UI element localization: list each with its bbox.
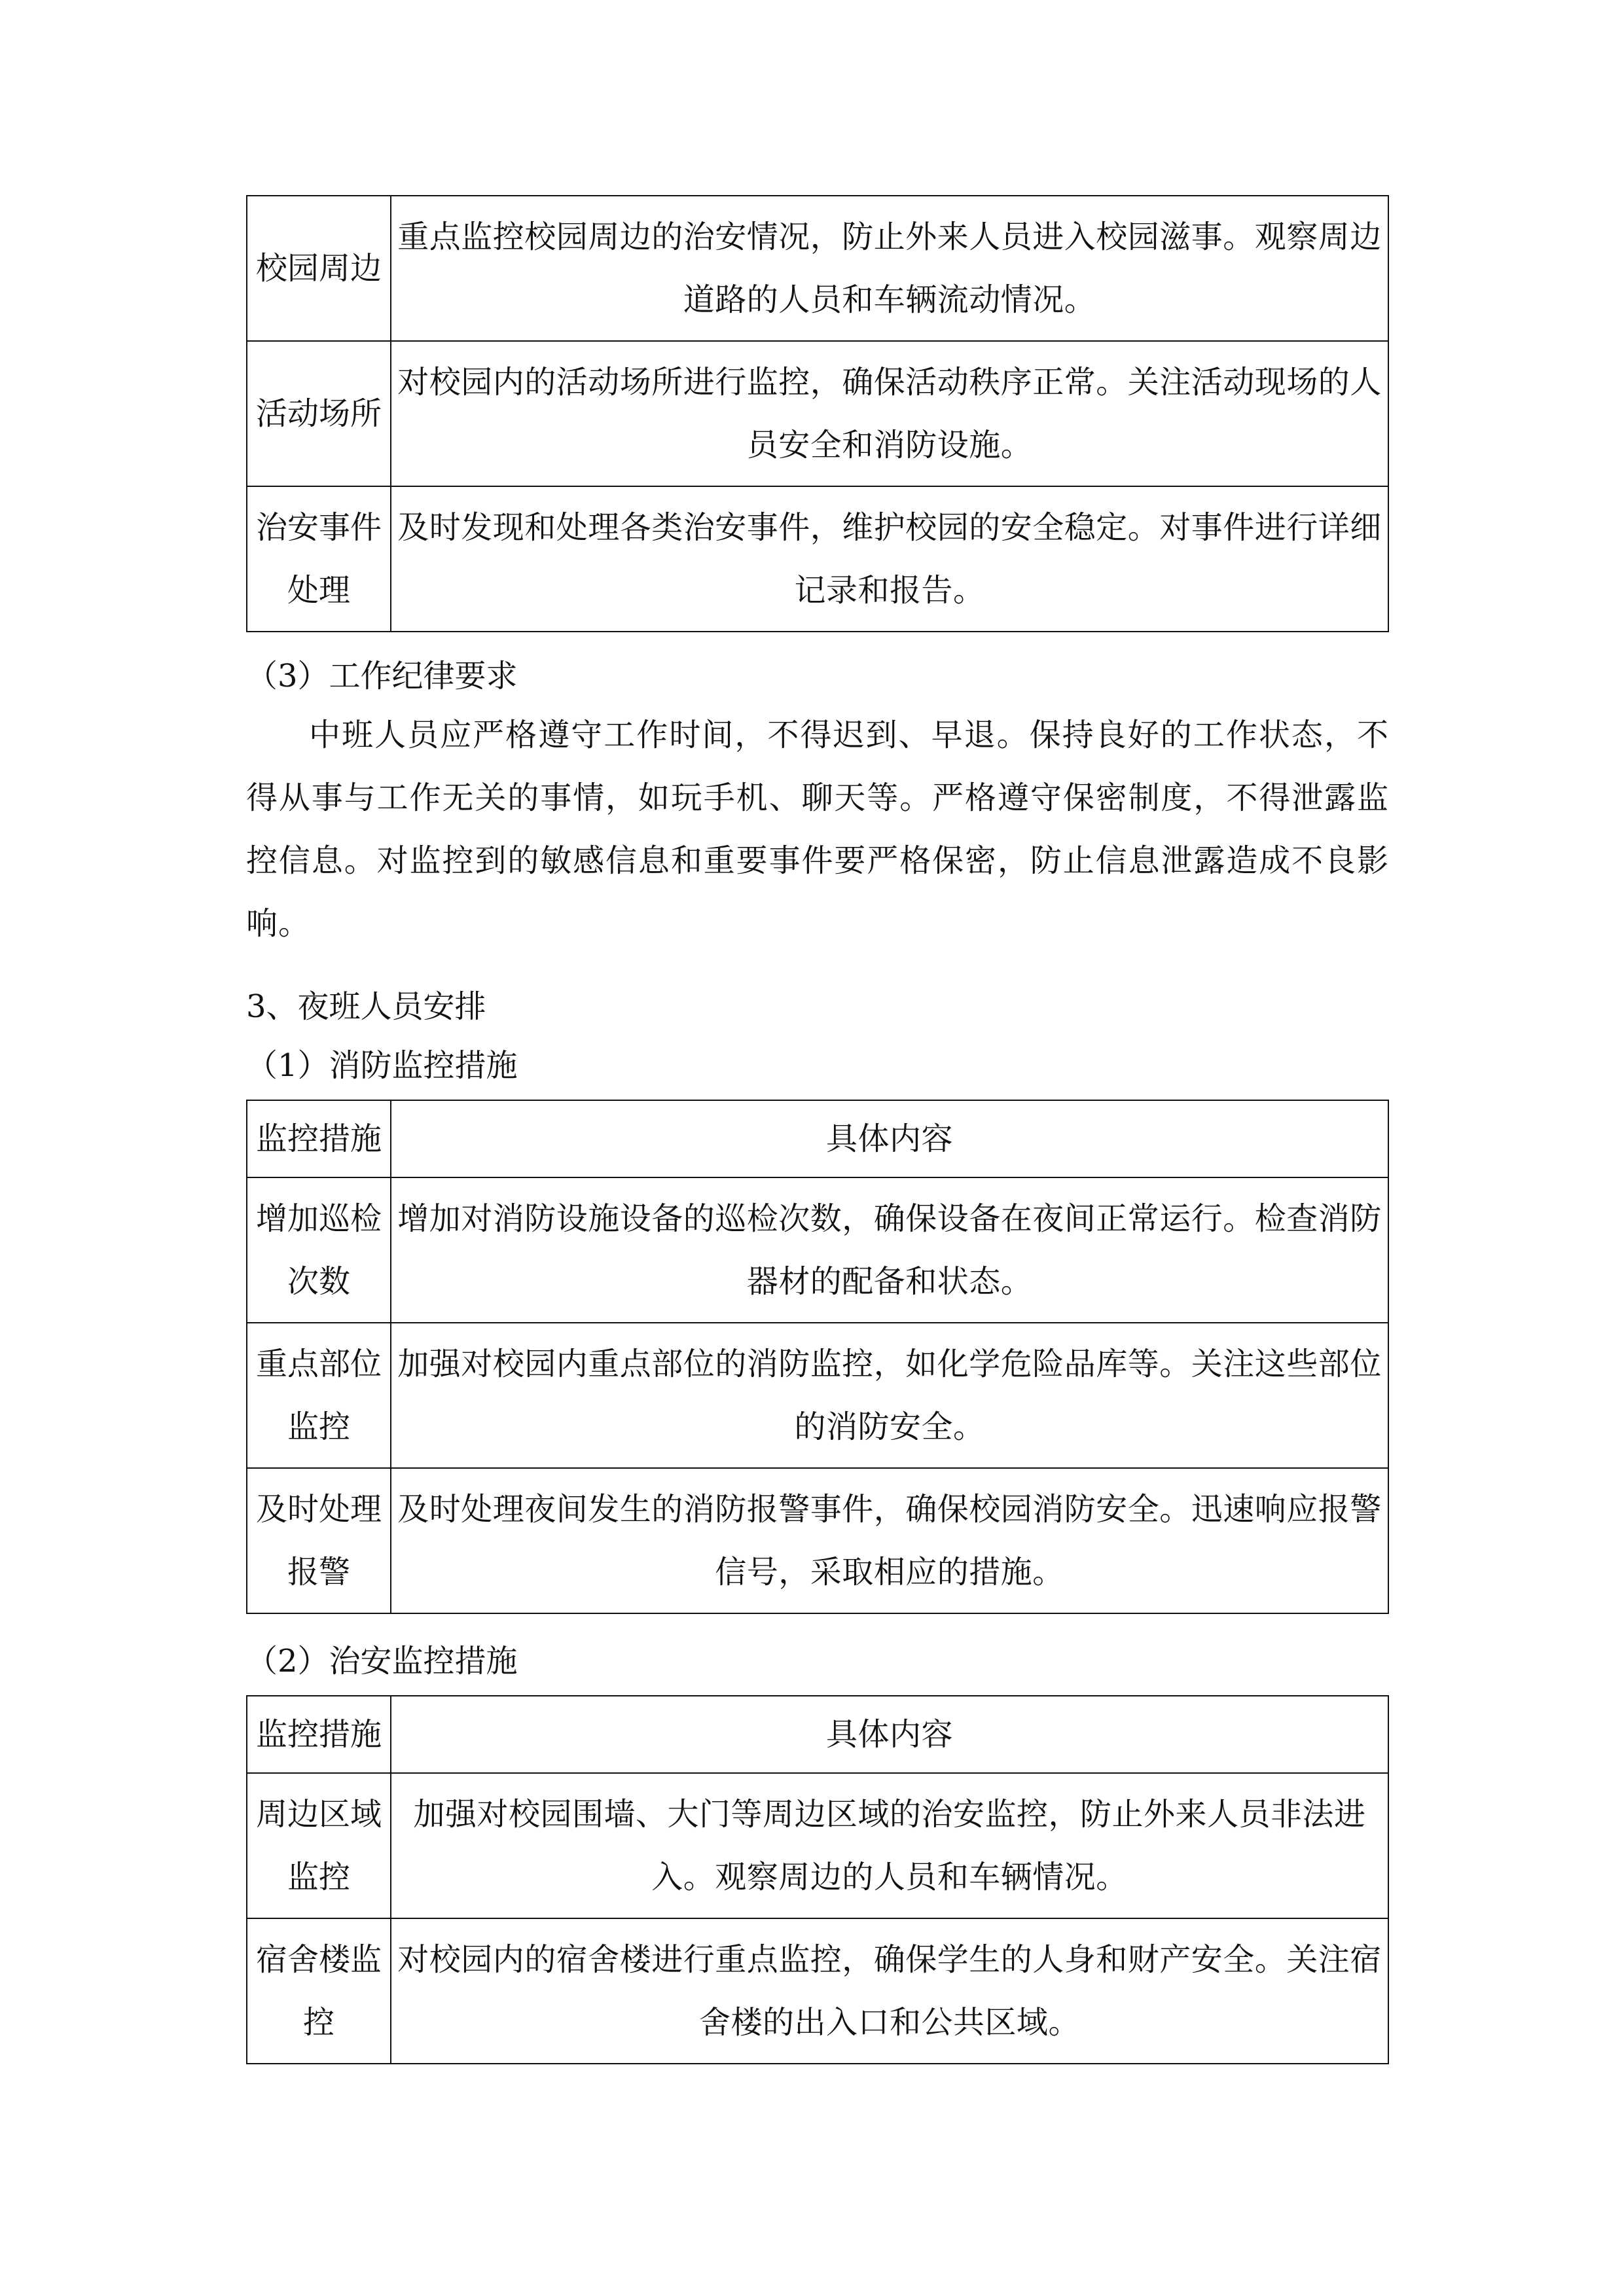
table-row xyxy=(247,196,1388,341)
row-content: 及时发现和处理各类治安事件，维护校园的安全稳定。对事件进行详细记录和报告。 xyxy=(391,486,1388,632)
row-content: 对校园内的活动场所进行监控，确保活动秩序正常。关注活动现场的人员安全和消防设施。 xyxy=(391,341,1388,486)
night-shift-heading: 3、夜班人员安排 xyxy=(246,988,486,1025)
row-label: 治安事件处理 xyxy=(247,486,391,632)
row-content: 及时处理夜间发生的消防报警事件，确保校园消防安全。迅速响应报警信号，采取相应的措施。 xyxy=(391,1468,1388,1613)
discipline-heading: （3）工作纪律要求 xyxy=(246,658,518,694)
table-row xyxy=(247,1177,1388,1323)
row-content: 对校园内的宿舍楼进行重点监控，确保学生的人身和财产安全。关注宿舍楼的出入口和公共区域。 xyxy=(391,1918,1388,2064)
row-label: 重点部位监控 xyxy=(247,1323,391,1468)
header-content: 具体内容 xyxy=(391,1100,1388,1177)
header-content: 具体内容 xyxy=(391,1696,1388,1773)
table-header-row xyxy=(247,1696,1388,1773)
table-header-row xyxy=(247,1100,1388,1177)
row-label: 宿舍楼监控 xyxy=(247,1918,391,2064)
row-content: 加强对校园围墙、大门等周边区域的治安监控，防止外来人员非法进入。观察周边的人员和车辆情况。 xyxy=(391,1773,1388,1918)
fire-measures-table xyxy=(246,1100,1389,1614)
row-label: 及时处理报警 xyxy=(247,1468,391,1613)
table-row xyxy=(247,1773,1388,1918)
header-label: 监控措施 xyxy=(247,1696,391,1773)
table-row xyxy=(247,1323,1388,1468)
row-content: 加强对校园内重点部位的消防监控，如化学危险品库等。关注这些部位的消防安全。 xyxy=(391,1323,1388,1468)
security-measures-table xyxy=(246,1695,1389,2064)
row-label: 活动场所 xyxy=(247,341,391,486)
discipline-paragraph: 中班人员应严格遵守工作时间，不得迟到、早退。保持良好的工作状态，不得从事与工作无关的事情，如玩手机、聊天等。严格遵守保密制度，不得泄露监控信息。对监控到的敏感信息和重要事件要严格保密，防止信息泄露造成不良影响。 xyxy=(246,717,1389,942)
table-row xyxy=(247,1918,1388,2064)
row-content: 重点监控校园周边的治安情况，防止外来人员进入校园滋事。观察周边道路的人员和车辆流动情况。 xyxy=(391,196,1388,341)
table-row xyxy=(247,486,1388,632)
header-label: 监控措施 xyxy=(247,1100,391,1177)
security-measures-heading: （2）治安监控措施 xyxy=(246,1643,518,1679)
row-label: 周边区域监控 xyxy=(247,1773,391,1918)
patrol-table-continued xyxy=(246,195,1389,632)
row-label: 增加巡检次数 xyxy=(247,1177,391,1323)
table-row xyxy=(247,1468,1388,1613)
fire-measures-heading: （1）消防监控措施 xyxy=(246,1047,518,1084)
row-label: 校园周边 xyxy=(247,196,391,341)
row-content: 增加对消防设施设备的巡检次数，确保设备在夜间正常运行。检查消防器材的配备和状态。 xyxy=(391,1177,1388,1323)
table-row xyxy=(247,341,1388,486)
